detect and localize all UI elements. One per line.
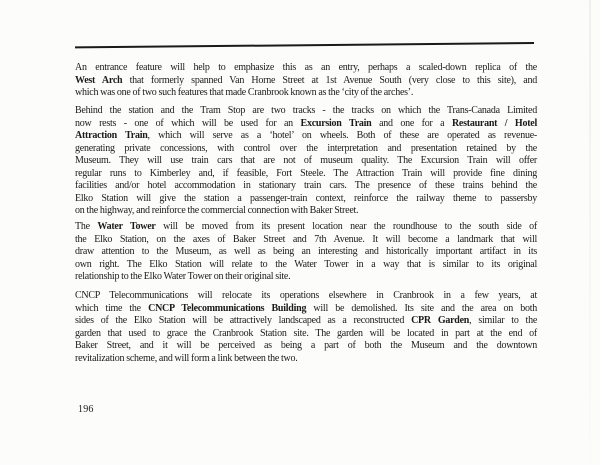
text-line: Elko Station will give the station a passenger-train context, reinforce the railway theme to passersby	[75, 192, 537, 204]
text-line: Attraction Train, which will serve as a ‘hotel’ on wheels. Both of these are operated as revenue-	[75, 130, 537, 141]
paragraph-trains	[75, 105, 537, 218]
paragraph-cncp-cpr-garden	[75, 290, 537, 365]
text-line: West Arch that formerly spanned Van Horne Street at 1st Avenue South (very close to this site), and	[75, 74, 537, 86]
text-line: which time the CNCP Telecommunications Building will be demolished. Its site and the area on both	[75, 302, 537, 314]
text-line: Behind the station and the Tram Stop are two tracks - the tracks on which the Trans-Canada Limited	[75, 105, 537, 116]
top-divider-rule	[75, 42, 534, 48]
text-line: revitalization scheme, and will form a link between the two.	[75, 352, 298, 364]
text-line: CNCP Telecommunications will relocate its operations elsewhere in Cranbrook in a few years, at	[75, 290, 537, 301]
text-line: garden that used to grace the Cranbrook Station site. The garden will be located in part at the end of	[75, 327, 537, 339]
page-number: 196	[78, 404, 94, 415]
text-line: sides of the Elko Station will be attractively landscaped as a reconstructed CPR Garden, similar to the	[75, 315, 538, 326]
text-line: which was one of two such features that made Cranbrook known as the ‘city of the arches’.	[75, 87, 414, 98]
scan-edge-artifact	[589, 0, 591, 465]
text-line: the Elko Station, on the axes of Baker Street and 7th Avenue. It will become a landmark that will	[75, 233, 537, 245]
text-line: draw attention to the Museum, as well as being an interesting and historically important artifact in its	[75, 246, 537, 257]
text-line: An entrance feature will help to emphasize this as an entry, perhaps a scaled-down replica of the	[75, 62, 537, 73]
text-line: Baker Street, and it will be perceived as being a part of both the Museum and the downtown	[75, 340, 537, 351]
text-line: The Water Tower will be moved from its present location near the roundhouse to the south side of	[75, 221, 537, 232]
text-line: regular runs to Kimberley and, if feasible, Fort Steele. The Attraction Train will provide fine dining	[75, 167, 537, 179]
text-line: Museum. They will use train cars that are not of museum quality. The Excursion Train will offer	[75, 155, 537, 166]
paragraph-water-tower	[75, 221, 537, 284]
text-line: now rests - one of which will be used for an Excursion Train and one for a Restaurant / Hotel	[75, 117, 537, 129]
text-line: relationship to the Elko Water Tower on their original site.	[75, 271, 291, 282]
text-line: facilities and/or hotel accommodation in stationary train cars. The presence of these trains behind the	[75, 180, 537, 191]
paragraph-entrance-feature	[75, 62, 537, 100]
text-line: generating private concessions, with control over the interpretation and presentation retained by the	[75, 142, 537, 154]
text-line: on the highway, and reinforce the commercial connection with Baker Street.	[75, 205, 359, 216]
text-line: own right. The Elko Station will relate to the Water Tower in a way that is similar to its original	[75, 258, 537, 270]
